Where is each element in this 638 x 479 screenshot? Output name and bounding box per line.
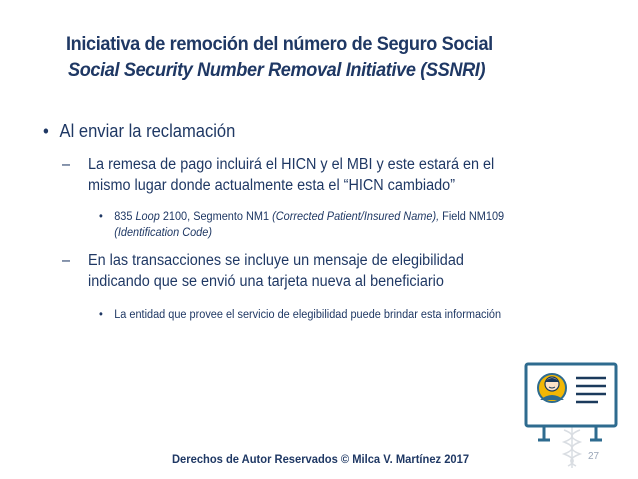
id-card-icon <box>522 360 622 470</box>
bullet-line: mismo lugar donde actualmente esta el “HICN cambiado” <box>88 177 455 194</box>
text-run-italic: (Corrected Patient/Insured Name), <box>272 211 440 223</box>
text-run: 2100, Segmento NM1 <box>159 211 273 223</box>
text-run: Field NM109 <box>439 211 505 223</box>
slide-subtitle: Social Security Number Removal Initiative (SSNRI) <box>68 59 486 81</box>
bullet-level3 <box>99 307 501 323</box>
slide-title: Iniciativa de remoción del número de Seguro Social <box>66 33 493 55</box>
bullet-line: indicando que se envió una tarjeta nueva al beneficiario <box>88 273 444 290</box>
bullet-level2 <box>62 154 494 196</box>
bullet-line <box>99 225 504 241</box>
text-run: 835 <box>114 211 136 223</box>
text-run-italic: (Identification Code) <box>114 227 212 239</box>
bullet-line: La remesa de pago incluirá el HICN y el MBI y este estará en el <box>88 156 495 173</box>
bullet-line: La entidad que provee el servicio de elegibilidad puede brindar esta información <box>114 309 502 321</box>
bullet-mark: • <box>99 211 103 223</box>
bullet-line <box>99 209 504 225</box>
bullet-level3 <box>99 209 504 241</box>
bullet-level2 <box>62 250 464 292</box>
dash-mark: – <box>62 252 71 269</box>
text-run-italic: Loop <box>135 211 160 223</box>
slide-number: 27 <box>588 451 600 462</box>
bullet-level1 <box>43 119 235 143</box>
bullet-text: Al enviar la reclamación <box>59 121 236 141</box>
footer-copyright: Derechos de Autor Reservados © Milca V. Martínez 2017 <box>172 452 470 466</box>
bullet-mark: • <box>43 121 49 141</box>
bullet-line: En las transacciones se incluye un mensaje de elegibilidad <box>88 252 464 269</box>
bullet-mark: • <box>99 309 103 321</box>
dash-mark: – <box>62 156 71 173</box>
